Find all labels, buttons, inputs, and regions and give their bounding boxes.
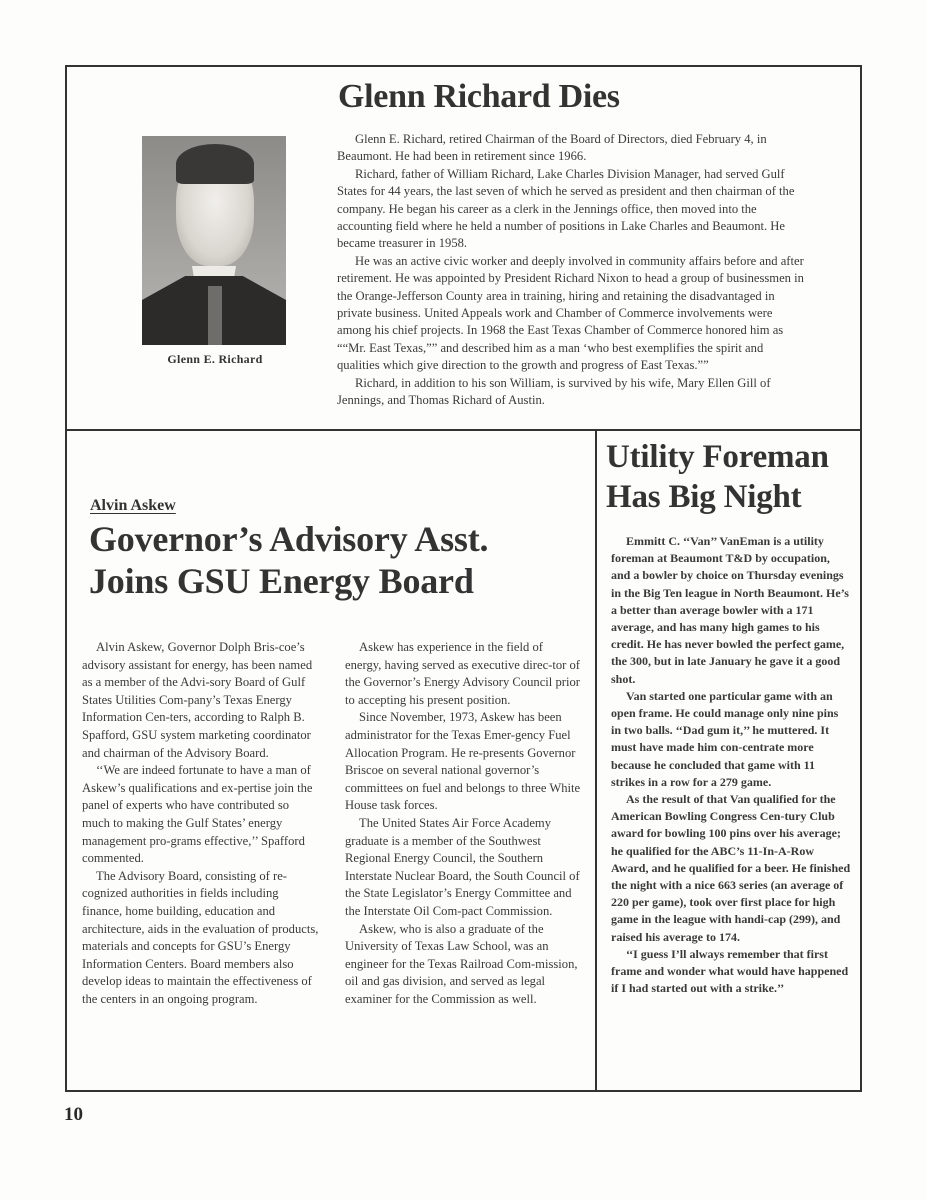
paragraph: Alvin Askew, Governor Dolph Bris-coe’s advisory assistant for energy, has been named as a member of the Advi-sory Board of Gulf States Utilities Com-pany’s Texas Energy Information Cen-ters, according to Ralph B. Spafford, GSU system marketing coordinator and chairman of the Advisory Board. — [82, 640, 313, 760]
portrait-photo — [142, 136, 286, 345]
paragraph: Since November, 1973, Askew has been administrator for the Texas Emer-gency Fuel Allocation Program. He re-presents Governor Briscoe on several national governor’s committees on fuel and belongs to three White House task forces. — [345, 710, 581, 813]
paragraph: Askew, who is also a graduate of the University of Texas Law School, was an engineer for the Texas Railroad Com-mission, oil and gas division, and served as legal examiner for the Commission as well. — [345, 921, 578, 1006]
title-line: Utility Foreman — [606, 439, 829, 475]
title-line: Governor’s Advisory Asst. — [89, 519, 489, 559]
paragraph: ‘‘We are indeed fortunate to have a man of Askew’s qualifications and ex-pertise join the panel of experts who have contributed so much to making the Gulf States’ energy management pro-grams effective,’’ Spafford commented. — [82, 763, 313, 866]
bowling-body — [611, 533, 851, 997]
article-kicker: Alvin Askew — [90, 497, 176, 514]
paragraph: Richard, father of William Richard, Lake Charles Division Manager, had served Gulf States for 44 years, the last seven of which he served as president and then chairman of the company. He began his career as a clerk in the Jennings office, then moved into the accounting field where he held a number of positions in Lake Charles and Beaumont. He became treasurer in 1958. — [337, 166, 795, 251]
askew-column-1 — [82, 639, 320, 1008]
paragraph: Van started one particular game with an open frame. He could manage only nine pins in two balls. ‘‘Dad gum it,’’ he muttered. It must have made him con-centrate more because he concluded that game with 11 strikes in a row for a 279 game. — [611, 688, 839, 789]
obituary-body — [337, 131, 805, 410]
paragraph: He was an active civic worker and deeply involved in community affairs before and after retirement. He was appointed by President Richard Nixon to head a group of businessmen in the Orange-Jefferson County area in training, hiring and retaining the disadvantaged in private business. United Appeals work and Chamber of Commerce involvements were among his chief projects. In 1968 the East Texas Chamber of Commerce honored him as ““Mr. East Texas,”” and described him as a man ‘who best exemplifies the spirit and qualities which give direction to the growth and progress of East Texas.”” — [337, 253, 804, 373]
paragraph: Glenn E. Richard, retired Chairman of the Board of Directors, died February 4, in Beaumont. He had been in retirement since 1966. — [337, 132, 767, 164]
askew-title — [89, 518, 488, 602]
paragraph: Emmitt C. ‘‘Van’’ VanEman is a utility foreman at Beaumont T&D by occupation, and a bowler by choice on Thursday evenings in the Big Ten league in North Beaumont. He’s a better than average bowler with a 171 average, and has many high games to his credit. He has never bowled the perfect game, the 300, but in late January he gave it a good shot. — [611, 534, 849, 686]
paragraph: Askew has experience in the field of energy, having served as executive direc-tor of the Governor’s Energy Advisory Council prior to accepting his present position. — [345, 640, 580, 707]
paragraph: As the result of that Van qualified for the American Bowling Congress Cen-tury Club award for bowling 100 pins over his average; he qualified for the ABC’s 11-In-A-Row Award, and he qualified for a beer. He finished the night with a nice 663 series (an average of 220 per game), took over first place for high game in the league with handi-cap (299), and raised his average to 174. — [611, 792, 851, 944]
paragraph: The United States Air Force Academy graduate is a member of the Southwest Regional Energy Council, the Southern Interstate Nuclear Board, the South Council of the State Legislator’s Energy Committee and the Interstate Oil Com-pact Commission. — [345, 815, 580, 918]
horizontal-divider — [65, 429, 862, 431]
askew-column-2 — [345, 639, 581, 1008]
vertical-divider — [595, 430, 597, 1092]
bowling-title — [606, 437, 829, 517]
title-line: Has Big Night — [606, 479, 802, 515]
title-line: Joins GSU Energy Board — [89, 561, 474, 601]
paragraph: ‘‘I guess I’ll always remember that first frame and wonder what would have happened if I had started out with a strike.’’ — [611, 946, 849, 996]
page-number: 10 — [64, 1104, 83, 1125]
photo-caption: Glenn E. Richard — [167, 352, 263, 366]
paragraph: Richard, in addition to his son William, is survived by his wife, Mary Ellen Gill of Jennings, and Thomas Richard of Austin. — [337, 375, 771, 408]
photo-hair — [176, 144, 254, 184]
photo-tie — [208, 286, 222, 345]
obituary-title: Glenn Richard Dies — [338, 78, 620, 115]
paragraph: The Advisory Board, consisting of re-cognized authorities in fields including finance, home building, education and architecture, aids in the evaluation of products, materials and concepts for GSU’s Energy Information Centers. Board members also develop ideas to maintain the effectiveness of the centers in an ongoing program. — [82, 868, 319, 1006]
